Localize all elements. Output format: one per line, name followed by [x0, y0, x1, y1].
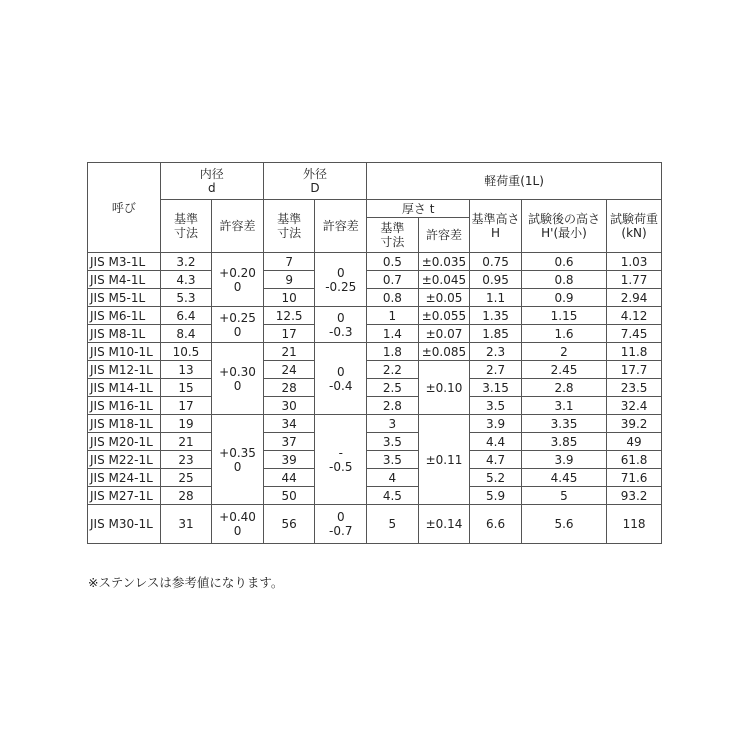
cell-name: JIS M4-1L [88, 271, 161, 289]
cell-t: 3 [367, 415, 419, 433]
cell-name: JIS M24-1L [88, 469, 161, 487]
cell-name: JIS M6-1L [88, 307, 161, 325]
cell-d: 17 [160, 397, 212, 415]
cell-test-load: 32.4 [607, 397, 662, 415]
cell-name: JIS M3-1L [88, 253, 161, 271]
header-d-tolerance: 許容差 [212, 200, 264, 253]
cell-D: 44 [263, 469, 315, 487]
cell-D-tolerance: 0 -0.25 [315, 253, 367, 307]
cell-d: 5.3 [160, 289, 212, 307]
cell-test-load: 2.94 [607, 289, 662, 307]
header-D-basic: 基準 寸法 [263, 200, 315, 253]
cell-test-load: 61.8 [607, 451, 662, 469]
cell-t: 1.4 [367, 325, 419, 343]
cell-D: 39 [263, 451, 315, 469]
cell-D-tolerance: - -0.5 [315, 415, 367, 505]
cell-D-tolerance: 0 -0.7 [315, 505, 367, 544]
washer-spec-table [87, 162, 662, 544]
cell-test-load: 49 [607, 433, 662, 451]
cell-test-load: 39.2 [607, 415, 662, 433]
cell-t: 2.5 [367, 379, 419, 397]
cell-D: 50 [263, 487, 315, 505]
cell-d: 6.4 [160, 307, 212, 325]
cell-name: JIS M8-1L [88, 325, 161, 343]
header-inner-diameter: 内径 d [160, 163, 263, 200]
cell-H: 4.7 [470, 451, 522, 469]
cell-H-min: 2 [521, 343, 606, 361]
table-row [88, 451, 662, 469]
cell-D: 34 [263, 415, 315, 433]
cell-H: 1.35 [470, 307, 522, 325]
header-outer-diameter: 外径 D [263, 163, 366, 200]
cell-name: JIS M12-1L [88, 361, 161, 379]
cell-name: JIS M27-1L [88, 487, 161, 505]
table-row [88, 379, 662, 397]
cell-t-tolerance: ±0.045 [418, 271, 470, 289]
header-base-height: 基準高さ H [470, 200, 522, 253]
cell-H-min: 1.6 [521, 325, 606, 343]
header-post-test-height: 試験後の高さ H'(最小) [521, 200, 606, 253]
cell-d: 15 [160, 379, 212, 397]
cell-test-load: 93.2 [607, 487, 662, 505]
cell-t: 0.8 [367, 289, 419, 307]
cell-H-min: 4.45 [521, 469, 606, 487]
cell-t-tolerance: ±0.055 [418, 307, 470, 325]
cell-D: 30 [263, 397, 315, 415]
header-name: 呼び [88, 163, 161, 253]
cell-t-tolerance: ±0.11 [418, 415, 470, 505]
cell-d-tolerance: +0.20 0 [212, 253, 264, 307]
table-row [88, 433, 662, 451]
cell-d-tolerance: +0.25 0 [212, 307, 264, 343]
cell-d: 21 [160, 433, 212, 451]
cell-D: 37 [263, 433, 315, 451]
cell-t-tolerance: ±0.05 [418, 289, 470, 307]
table-row [88, 325, 662, 343]
cell-H: 2.3 [470, 343, 522, 361]
cell-D-tolerance: 0 -0.4 [315, 343, 367, 415]
header-t-basic: 基準 寸法 [367, 218, 419, 253]
cell-D: 10 [263, 289, 315, 307]
cell-H-min: 0.9 [521, 289, 606, 307]
cell-H: 6.6 [470, 505, 522, 544]
cell-D: 9 [263, 271, 315, 289]
cell-d: 23 [160, 451, 212, 469]
cell-H: 0.95 [470, 271, 522, 289]
cell-test-load: 1.77 [607, 271, 662, 289]
cell-t: 0.7 [367, 271, 419, 289]
cell-name: JIS M20-1L [88, 433, 161, 451]
cell-d: 13 [160, 361, 212, 379]
cell-H-min: 3.35 [521, 415, 606, 433]
cell-H-min: 2.45 [521, 361, 606, 379]
cell-D: 17 [263, 325, 315, 343]
cell-d-tolerance: +0.35 0 [212, 415, 264, 505]
table-row [88, 487, 662, 505]
cell-t: 5 [367, 505, 419, 544]
cell-d: 4.3 [160, 271, 212, 289]
cell-d: 19 [160, 415, 212, 433]
table-row [88, 289, 662, 307]
header-thickness: 厚さ t [367, 200, 470, 218]
table-row [88, 343, 662, 361]
table-row [88, 505, 662, 544]
cell-H-min: 3.1 [521, 397, 606, 415]
header-light-load: 軽荷重(1L) [367, 163, 662, 200]
cell-H: 1.1 [470, 289, 522, 307]
cell-H-min: 0.6 [521, 253, 606, 271]
cell-H-min: 3.9 [521, 451, 606, 469]
cell-t: 4 [367, 469, 419, 487]
cell-t-tolerance: ±0.035 [418, 253, 470, 271]
table-row [88, 361, 662, 379]
cell-H-min: 1.15 [521, 307, 606, 325]
cell-d-tolerance: +0.30 0 [212, 343, 264, 415]
header-t-tolerance: 許容差 [418, 218, 470, 253]
cell-H: 0.75 [470, 253, 522, 271]
footnote: ※ステンレスは参考値になります。 [88, 575, 284, 590]
cell-H: 1.85 [470, 325, 522, 343]
cell-D: 7 [263, 253, 315, 271]
table-row [88, 397, 662, 415]
cell-test-load: 4.12 [607, 307, 662, 325]
table-row [88, 469, 662, 487]
cell-D: 12.5 [263, 307, 315, 325]
cell-t: 1.8 [367, 343, 419, 361]
cell-H: 4.4 [470, 433, 522, 451]
cell-D: 56 [263, 505, 315, 544]
cell-d: 3.2 [160, 253, 212, 271]
table-row [88, 253, 662, 271]
cell-H-min: 5 [521, 487, 606, 505]
cell-t: 1 [367, 307, 419, 325]
header-test-load: 試験荷重 (kN) [607, 200, 662, 253]
cell-t: 2.8 [367, 397, 419, 415]
cell-test-load: 23.5 [607, 379, 662, 397]
cell-H-min: 5.6 [521, 505, 606, 544]
cell-t-tolerance: ±0.07 [418, 325, 470, 343]
cell-t: 4.5 [367, 487, 419, 505]
cell-t: 3.5 [367, 451, 419, 469]
cell-H: 3.15 [470, 379, 522, 397]
header-D-tolerance: 許容差 [315, 200, 367, 253]
cell-d: 10.5 [160, 343, 212, 361]
cell-H: 3.9 [470, 415, 522, 433]
cell-D: 24 [263, 361, 315, 379]
header-d-basic: 基準 寸法 [160, 200, 212, 253]
cell-test-load: 11.8 [607, 343, 662, 361]
cell-name: JIS M18-1L [88, 415, 161, 433]
table-row [88, 271, 662, 289]
cell-name: JIS M22-1L [88, 451, 161, 469]
cell-name: JIS M14-1L [88, 379, 161, 397]
cell-name: JIS M30-1L [88, 505, 161, 544]
cell-H-min: 0.8 [521, 271, 606, 289]
cell-t: 2.2 [367, 361, 419, 379]
cell-test-load: 7.45 [607, 325, 662, 343]
cell-test-load: 118 [607, 505, 662, 544]
cell-d: 28 [160, 487, 212, 505]
cell-d: 31 [160, 505, 212, 544]
cell-d: 25 [160, 469, 212, 487]
cell-H: 5.2 [470, 469, 522, 487]
cell-H-min: 2.8 [521, 379, 606, 397]
cell-d: 8.4 [160, 325, 212, 343]
cell-d-tolerance: +0.40 0 [212, 505, 264, 544]
cell-name: JIS M10-1L [88, 343, 161, 361]
cell-t: 3.5 [367, 433, 419, 451]
cell-t-tolerance: ±0.10 [418, 361, 470, 415]
table-row [88, 415, 662, 433]
cell-D-tolerance: 0 -0.3 [315, 307, 367, 343]
cell-name: JIS M5-1L [88, 289, 161, 307]
cell-test-load: 1.03 [607, 253, 662, 271]
table-row [88, 307, 662, 325]
cell-t-tolerance: ±0.14 [418, 505, 470, 544]
cell-H: 3.5 [470, 397, 522, 415]
cell-D: 21 [263, 343, 315, 361]
cell-t: 0.5 [367, 253, 419, 271]
cell-test-load: 71.6 [607, 469, 662, 487]
cell-name: JIS M16-1L [88, 397, 161, 415]
cell-H-min: 3.85 [521, 433, 606, 451]
cell-t-tolerance: ±0.085 [418, 343, 470, 361]
cell-test-load: 17.7 [607, 361, 662, 379]
cell-H: 5.9 [470, 487, 522, 505]
cell-D: 28 [263, 379, 315, 397]
cell-H: 2.7 [470, 361, 522, 379]
